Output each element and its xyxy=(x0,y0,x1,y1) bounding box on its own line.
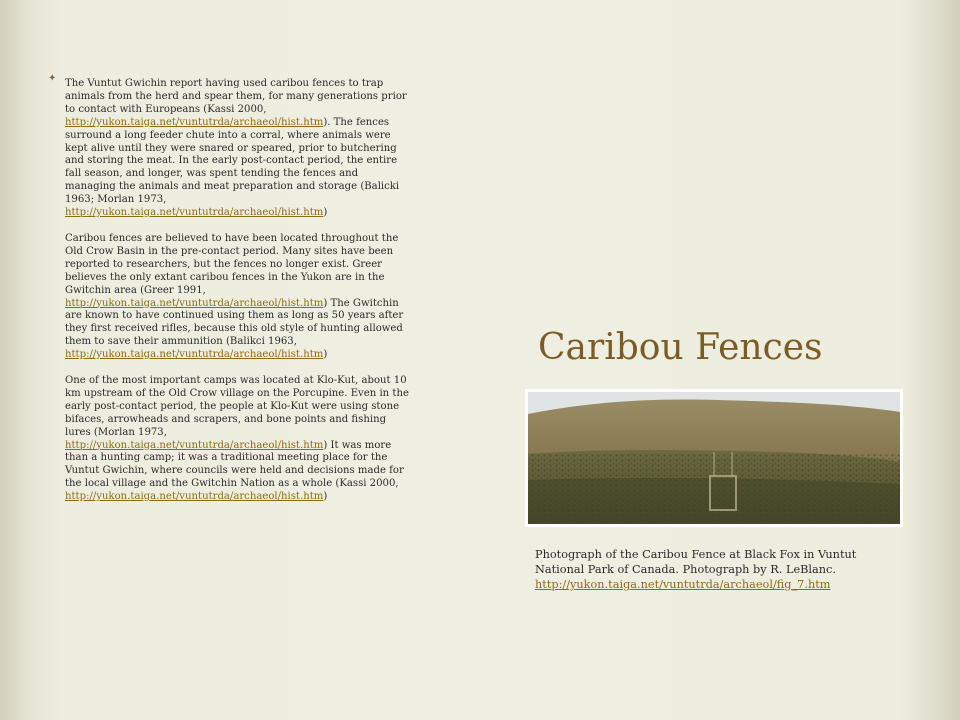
hist-link-2[interactable]: http://yukon.taiga.net/vuntutrda/archaeol/hist.htm xyxy=(65,207,324,219)
hist-link-5[interactable]: http://yukon.taiga.net/vuntutrda/archaeol/hist.htm xyxy=(65,439,324,451)
hist-link-6[interactable]: http://yukon.taiga.net/vuntutrda/archaeol/hist.htm xyxy=(65,491,324,503)
hist-link-1[interactable]: http://yukon.taiga.net/vuntutrda/archaeol/hist.htm xyxy=(65,116,324,128)
paragraph-1: The Vuntut Gwichin report having used caribou fences to trap animals from the herd and spear them, for many generations prior to contact with Europeans (Kassi 2000, http://yukon.taiga.net/vuntutrda/archaeol/hist.htm). The fences surround a long feeder chute into a corral, where animals were kept alive until they were snared or speared, prior to butchering and storing the meat. In the early post-contact period, the entire fall season, and longer, was spent tending the fences and managing the animals and meat preparation and storage (Balicki 1963; Morlan 1973, http://yukon.taiga.net/vuntutrda/archaeol/hist.htm) xyxy=(65,78,407,219)
landscape-image xyxy=(528,392,900,524)
caribou-fence-photo xyxy=(525,389,903,527)
bullet-icon: ✦ xyxy=(48,73,57,84)
hist-link-4[interactable]: http://yukon.taiga.net/vuntutrda/archaeol/hist.htm xyxy=(65,349,324,361)
fig-7-link[interactable]: http://yukon.taiga.net/vuntutrda/archaeol/fig_7.htm xyxy=(535,578,831,591)
hist-link-3[interactable]: http://yukon.taiga.net/vuntutrda/archaeol/hist.htm xyxy=(65,297,324,309)
slide-title: Caribou Fences xyxy=(538,327,823,368)
body-text xyxy=(65,78,410,517)
photo-caption: Photograph of the Caribou Fence at Black Fox in Vuntut National Park of Canada. Photograph by R. LeBlanc. http://yukon.taiga.net/vuntutrda/archaeol/fig_7.htm xyxy=(535,548,857,591)
paragraph-2: Caribou fences are believed to have been located throughout the Old Crow Basin in the pre-contact period. Many sites have been reported to researchers, but the fences no longer exist. Greer believes the only extant caribou fences in the Yukon are in the Gwitchin area (Greer 1991, http://yukon.taiga.net/vuntutrda/archaeol/hist.htm) The Gwitchin are known to have continued using them as long as 50 years after they first received rifles, because this old style of hunting allowed them to save their ammunition (Balikci 1963, http://yukon.taiga.net/vuntutrda/archaeol/hist.htm) xyxy=(65,232,404,361)
paragraph-3: One of the most important camps was located at Klo-Kut, about 10 km upstream of the Old Crow village on the Porcupine. Even in the early post-contact period, the people at Klo-Kut were using stone bifaces, arrowheads and scrapers, and bone points and fishing lures (Morlan 1973, http://yukon.taiga.net/vuntutrda/archaeol/hist.htm) It was more than a hunting camp; it was a traditional meeting place for the Vuntut Gwichin, where councils were held and decisions made for the local village and the Gwitchin Nation as a whole (Kassi 2000, http://yukon.taiga.net/vuntutrda/archaeol/hist.htm) xyxy=(65,375,409,503)
